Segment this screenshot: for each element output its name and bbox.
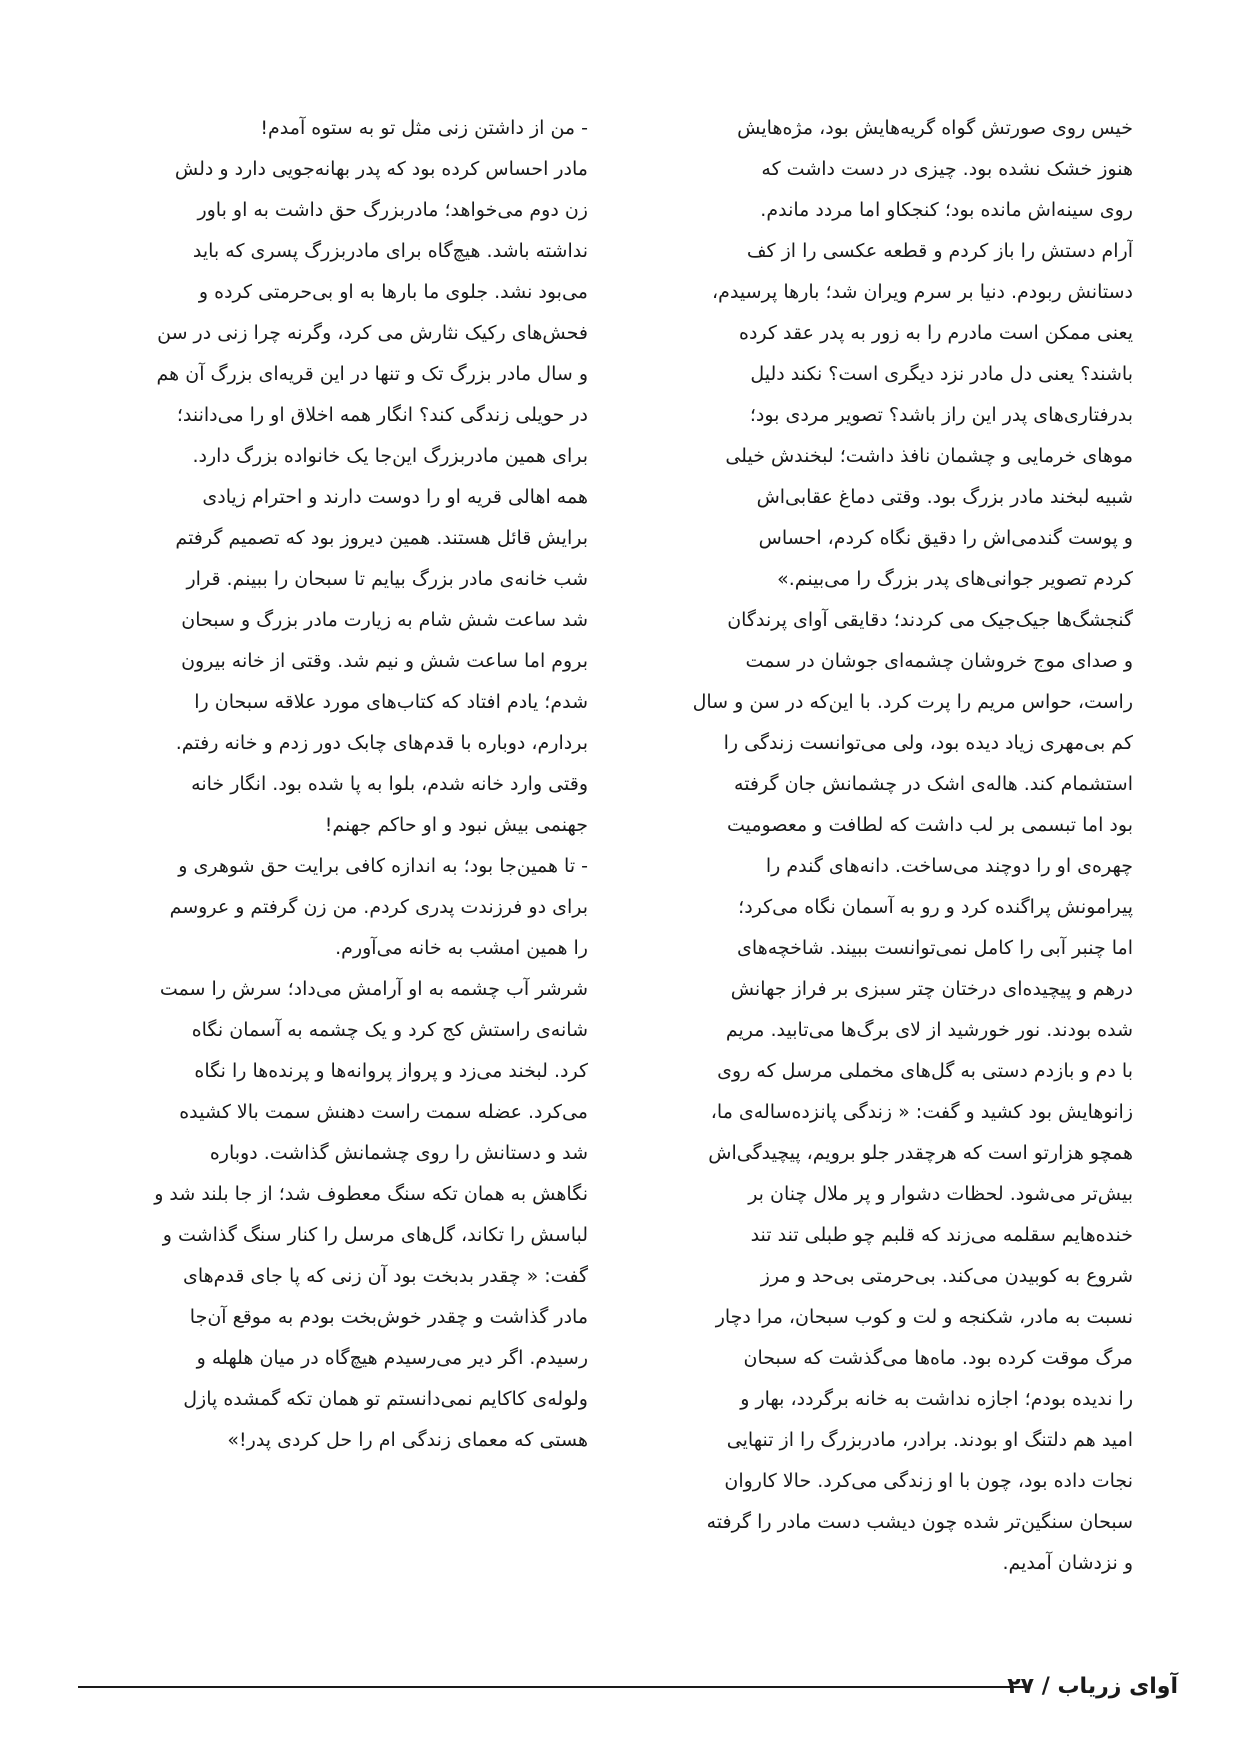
text-line: شانه‌ی راستش کج کرد و یک چشمه به آسمان نگاه bbox=[191, 1019, 588, 1041]
text-line: آرام دستش را باز کردم و قطعه عکسی را از کف bbox=[746, 240, 1133, 262]
footer-rule bbox=[78, 1686, 1026, 1688]
text-line: را همین امشب به خانه می‌آورم. bbox=[335, 937, 588, 959]
text-line: و سال مادر بزرگ تک و تنها در این قریه‌ای بزرگ آن هم bbox=[156, 363, 588, 385]
text-line: فحش‌های رکیک نثارش می کرد، وگرنه چرا زنی در سن bbox=[157, 322, 588, 344]
text-line: مرگ موقت کرده بود. ماه‌ها می‌گذشت که سبحان bbox=[743, 1347, 1133, 1369]
text-line: برای دو فرزندت پدری کردم. من زن گرفتم و عروسم bbox=[169, 896, 588, 918]
text-line: با دم و بازدم دستی به گل‌های مخملی مرسل که روی bbox=[717, 1060, 1133, 1082]
text-line: باشند؟ یعنی دل مادر نزد دیگری است؟ نکند دلیل bbox=[750, 363, 1133, 385]
text-line: و پوست گندمی‌اش را دقیق نگاه کردم، احساس bbox=[758, 527, 1133, 549]
text-line: روی سینه‌اش مانده بود؛ کنجکاو اما مردد ماندم. bbox=[760, 199, 1133, 221]
text-line: برایش قائل هستند. همین دیروز بود که تصمیم گرفتم bbox=[175, 527, 588, 549]
text-line: می‌بود نشد. جلوی ما بارها به او بی‌حرمتی کرده و bbox=[198, 281, 588, 303]
text-line: درهم و پیچیده‌ای درختان چتر سبزی بر فراز جهانش bbox=[730, 978, 1133, 1000]
text-line: گفت: « چقدر بدبخت بود آن زنی که پا جای قدم‌های bbox=[182, 1265, 588, 1287]
text-line: شدم؛ یادم افتاد که کتاب‌های مورد علاقه سبحان را bbox=[194, 691, 588, 713]
text-column-right bbox=[663, 108, 1133, 1584]
text-line: بود اما تبسمی بر لب داشت که لطافت و معصومیت bbox=[726, 814, 1133, 836]
text-column-left bbox=[118, 108, 588, 1461]
footer-magazine-page-label: آوای زریاب / ۲۷ bbox=[1007, 1674, 1178, 1699]
text-line: برای همین مادربزرگ این‌جا یک خانواده بزرگ دارد. bbox=[192, 445, 588, 467]
text-line: زن دوم می‌خواهد؛ مادربزرگ حق داشت به او باور bbox=[197, 199, 588, 221]
text-line: شرشر آب چشمه به او آرامش می‌داد؛ سرش را سمت bbox=[159, 978, 588, 1000]
text-line: دستانش ربودم. دنیا بر سرم ویران شد؛ بارها پرسیدم، bbox=[712, 281, 1133, 303]
text-line: سبحان سنگین‌تر شده چون دیشب دست مادر را گرفته bbox=[706, 1511, 1133, 1533]
text-line: و صدای موج خروشان چشمه‌ای جوشان در سمت bbox=[745, 650, 1133, 672]
text-line: خیس روی صورتش گواه گریه‌هایش بود، مژه‌هایش bbox=[737, 117, 1133, 139]
text-line: خنده‌هایم سقلمه می‌زند که قلبم چو طبلی تند تند bbox=[750, 1224, 1133, 1246]
text-line: نجات داده بود، چون با او زندگی می‌کرد. حالا کاروان bbox=[724, 1470, 1133, 1492]
text-line: - تا همین‌جا بود؛ به اندازه کافی برایت حق شوهری و bbox=[178, 855, 588, 877]
page-footer bbox=[78, 1672, 1178, 1702]
text-line: بردارم، دوباره با قدم‌های چابک دور زدم و خانه رفتم. bbox=[175, 732, 588, 754]
text-line: شبیه لبخند مادر بزرگ بود. وقتی دماغ عقابی‌اش bbox=[756, 486, 1133, 508]
text-line: استشمام کند. هاله‌ی اشک در چشمانش جان گرفته bbox=[734, 773, 1133, 795]
text-line: همچو هزارتو است که هرچقدر جلو برویم، پیچیدگی‌اش bbox=[708, 1142, 1133, 1164]
text-line: کم بی‌مهری زیاد دیده بود، ولی می‌توانست زندگی را bbox=[723, 732, 1133, 754]
text-line: اما چنبر آبی را کامل نمی‌توانست ببیند. شاخچه‌های bbox=[737, 937, 1133, 959]
text-line: موهای خرمایی و چشمان نافذ داشت؛ لبخندش خیلی bbox=[725, 445, 1133, 467]
text-line: در حویلی زندگی کند؟ انگار همه اخلاق او را می‌دانند؛ bbox=[176, 404, 588, 426]
text-line: پیرامونش پراگنده کرد و رو به آسمان نگاه می‌کرد؛ bbox=[738, 896, 1133, 918]
text-line: نسبت به مادر، شکنجه و لت و کوب سبحان، مرا دچار bbox=[715, 1306, 1133, 1328]
text-line: جهنمی بیش نبود و او حاکم جهنم! bbox=[324, 814, 588, 836]
text-line: چهره‌ی او را دوچند می‌ساخت. دانه‌های گندم را bbox=[765, 855, 1133, 877]
text-line: هستی که معمای زندگی ام را حل کردی پدر!» bbox=[227, 1429, 588, 1451]
text-line: وقتی وارد خانه شدم، بلوا به پا شده بود. انگار خانه bbox=[191, 773, 588, 795]
text-line: مادر گذاشت و چقدر خوش‌بخت بودم به موقع آن‌جا bbox=[189, 1306, 588, 1328]
text-line: همه اهالی قریه او را دوست دارند و احترام زیادی bbox=[202, 486, 588, 508]
text-line: یعنی ممکن است مادرم را به زور به پدر عقد کرده bbox=[739, 322, 1133, 344]
text-line: گنجشگ‌ها جیک‌جیک می کردند؛ دقایقی آوای پرندگان bbox=[727, 609, 1133, 631]
text-line: راست، حواس مریم را پرت کرد. با این‌که در سن و سال bbox=[692, 691, 1133, 713]
text-line: شده بودند. نور خورشید از لای برگ‌ها می‌تابید. مریم bbox=[725, 1019, 1133, 1041]
text-line: شد و دستانش را روی چشمانش گذاشت. دوباره bbox=[209, 1142, 588, 1164]
text-line: شروع به کوبیدن می‌کند. بی‌حرمتی بی‌حد و مرز bbox=[760, 1265, 1133, 1287]
text-line: - من از داشتن زنی مثل تو به ستوه آمدم! bbox=[260, 117, 588, 139]
text-line: ولوله‌ی کاکایم نمی‌دانستم تو همان تکه گمشده پازل bbox=[183, 1388, 588, 1410]
text-line: کردم تصویر جوانی‌های پدر بزرگ را می‌بینم.» bbox=[777, 568, 1133, 590]
text-line: مادر احساس کرده بود که پدر بهانه‌جویی دارد و دلش bbox=[174, 158, 588, 180]
text-line: شد ساعت شش شام به زیارت مادر بزرگ و سبحان bbox=[181, 609, 588, 631]
text-line: شب خانه‌ی مادر بزرگ بیایم تا سبحان را ببینم. قرار bbox=[186, 568, 588, 590]
text-line: بدرفتاری‌های پدر این راز باشد؟ تصویر مردی بود؛ bbox=[749, 404, 1133, 426]
text-line: رسیدم. اگر دیر می‌رسیدم هیچ‌گاه در میان هلهله و bbox=[196, 1347, 588, 1369]
text-line: لباسش را تکاند، گل‌های مرسل را کنار سنگ گذاشت و bbox=[162, 1224, 588, 1246]
text-line: هنوز خشک نشده بود. چیزی در دست داشت که bbox=[761, 158, 1133, 180]
text-line: کرد. لبخند می‌زد و پرواز پروانه‌ها و پرنده‌ها را نگاه bbox=[194, 1060, 588, 1082]
text-line: امید هم دلتنگ او بودند. برادر، مادربزرگ را از تنهایی bbox=[726, 1429, 1133, 1451]
text-line: نداشته باشد. هیچ‌گاه برای مادربزرگ پسری که باید bbox=[192, 240, 588, 262]
text-line: را ندیده بودم؛ اجازه نداشت به خانه برگردد، بهار و bbox=[740, 1388, 1133, 1410]
text-line: و نزدشان آمدیم. bbox=[1002, 1552, 1133, 1574]
text-line: نگاهش به همان تکه سنگ معطوف شد؛ از جا بلند شد و bbox=[154, 1183, 588, 1205]
text-line: بیش‌تر می‌شود. لحظات دشوار و پر ملال چنان بر bbox=[748, 1183, 1133, 1205]
text-line: می‌کرد. عضله سمت راست دهنش سمت بالا کشیده bbox=[179, 1101, 588, 1123]
text-line: بروم اما ساعت شش و نیم شد. وقتی از خانه بیرون bbox=[181, 650, 588, 672]
text-line: زانوهایش بود کشید و گفت: « زندگی پانزده‌ساله‌ی ما، bbox=[710, 1101, 1133, 1123]
